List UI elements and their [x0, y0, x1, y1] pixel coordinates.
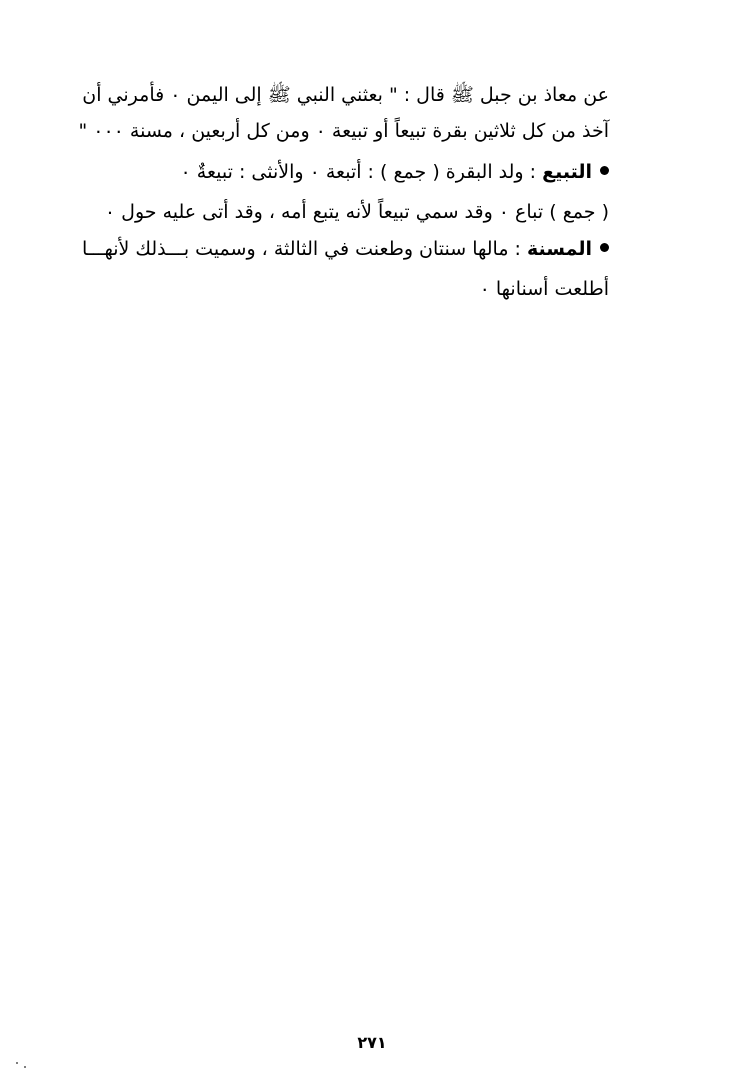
scan-speck: [24, 1066, 26, 1068]
text-line-6: أطلعت أسنانها ٠: [479, 278, 609, 300]
bullet-icon: [600, 243, 609, 252]
definition-text-tabi: : ولد البقرة ( جمع ) : أتبعة ٠ والأنثى : تبيعةٌ ٠: [180, 161, 543, 183]
definition-tabi: [181, 159, 609, 185]
definition-text-musinna: : مالها سنتان وطعنت في الثالثة ، وسميت بـــذلك لأنهـــا: [81, 238, 527, 260]
scan-speck: [16, 1062, 18, 1064]
text-line-2: آخذ من كل ثلاثين بقرة تبيعاً أو تبيعة ٠ ومن كل أربعين ، مسنة ٠٠٠ ": [78, 120, 609, 142]
definition-term-musinna: المسنة: [527, 238, 592, 260]
text-line-1: عن معاذ بن جبل ﷺ قال : " بعثني النبي ﷺ إلى اليمن ٠ فأمرني أن: [82, 84, 609, 106]
definition-term-tabi: التبيع: [542, 161, 592, 183]
text-line-4: ( جمع ) تباع ٠ وقد سمي تبيعاً لأنه يتبع أمه ، وقد أتى عليه حول ٠: [104, 201, 609, 223]
bullet-icon: [600, 166, 609, 175]
definition-musinna: [82, 236, 609, 262]
page-number: ٢٧١: [357, 1033, 387, 1052]
